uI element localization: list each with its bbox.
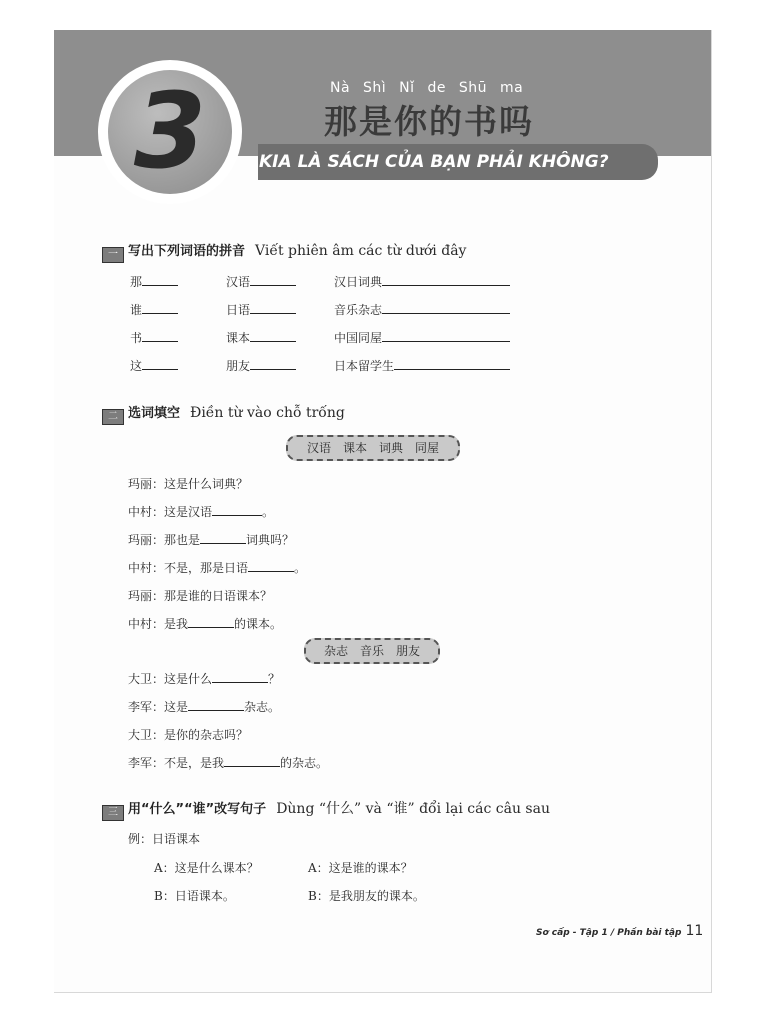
answer-blank[interactable] <box>248 559 294 572</box>
section-title-vn: Điền từ vào chỗ trống <box>190 405 345 421</box>
word-bank-1: 汉语 课本 词典 同屋 <box>286 435 460 461</box>
pinyin-item: 那 <box>130 273 178 290</box>
pinyin-item: 朋友 <box>226 357 296 374</box>
lesson-title-cn: 那是你的书吗 <box>324 102 534 141</box>
footer-text: Sơ cấp - Tập 1 / Phần bài tập <box>536 928 682 938</box>
answer-blank[interactable] <box>142 357 178 370</box>
workbook-page <box>54 30 712 993</box>
dialog-line: 李军：不是，是我 的杂志。 <box>128 756 329 770</box>
dialog-line: 大卫：这是什么 ？ <box>128 672 281 686</box>
pinyin-item: 汉日词典 <box>334 273 510 290</box>
answer-blank[interactable] <box>188 615 234 628</box>
pinyin-item: 汉语 <box>226 273 296 290</box>
answer-blank[interactable] <box>142 301 178 314</box>
dialog-line: 李军：这是 杂志。 <box>128 700 281 714</box>
answer-blank[interactable] <box>250 329 296 342</box>
section-number: 三 <box>102 805 124 821</box>
pinyin-item: 日本留学生 <box>334 357 510 374</box>
section-title-cn: 写出下列词语的拼音 <box>128 244 246 259</box>
example-line: B：日语课本。 <box>154 889 235 903</box>
example-line: A：这是什么课本？ <box>154 861 259 875</box>
dialog-line: 玛丽：那是谁的日语课本？ <box>128 589 273 603</box>
answer-blank[interactable] <box>382 301 510 314</box>
pinyin-item: 音乐杂志 <box>334 301 510 318</box>
answer-blank[interactable] <box>212 503 262 516</box>
pinyin-syllable: Nǐ <box>399 80 415 96</box>
example-line: B：是我朋友的课本。 <box>308 889 425 903</box>
example-line: A：这是谁的课本？ <box>308 861 413 875</box>
pinyin-item: 课本 <box>226 329 296 346</box>
answer-blank[interactable] <box>250 301 296 314</box>
pinyin-syllable: Shū <box>458 80 488 96</box>
section-title-cn: 选词填空 <box>128 406 181 421</box>
answer-blank[interactable] <box>250 273 296 286</box>
answer-blank[interactable] <box>142 273 178 286</box>
unit-number: 3 <box>133 70 207 192</box>
pinyin-syllable: de <box>427 80 446 96</box>
title-pinyin <box>330 80 531 96</box>
answer-blank[interactable] <box>250 357 296 370</box>
pinyin-syllable: Shì <box>363 80 387 96</box>
pinyin-item: 这 <box>130 357 178 374</box>
section-number: 二 <box>102 409 124 425</box>
pinyin-syllable: Nà <box>330 80 351 96</box>
answer-blank[interactable] <box>200 531 246 544</box>
dialog-line: 中村：是我 的课本。 <box>128 617 283 631</box>
example-label: 例：日语课本 <box>128 832 201 846</box>
section-title-vn: Viết phiên âm các từ dưới đây <box>255 243 467 259</box>
dialog-line: 中村：不是，那是日语 。 <box>128 561 307 575</box>
answer-blank[interactable] <box>382 273 510 286</box>
answer-blank[interactable] <box>188 698 244 711</box>
dialog-line: 大卫：是你的杂志吗？ <box>128 728 249 742</box>
page-footer <box>536 920 703 939</box>
section-3-heading <box>102 798 550 821</box>
dialog-line: 玛丽：那也是 词典吗？ <box>128 533 295 547</box>
pinyin-item: 谁 <box>130 301 178 318</box>
page-number: 11 <box>685 923 704 939</box>
section-2-heading <box>102 402 345 425</box>
word-bank-2: 杂志 音乐 朋友 <box>304 638 440 664</box>
dialog-line: 中村：这是汉语 。 <box>128 505 275 519</box>
pinyin-syllable: ma <box>500 80 524 96</box>
answer-blank[interactable] <box>224 754 280 767</box>
answer-blank[interactable] <box>394 357 510 370</box>
dialog-line: 玛丽：这是什么词典？ <box>128 477 249 491</box>
pinyin-item: 日语 <box>226 301 296 318</box>
section-title-cn: 用“什么”“谁”改写句子 <box>128 802 267 817</box>
pinyin-item: 中国同屋 <box>334 329 510 346</box>
answer-blank[interactable] <box>212 670 268 683</box>
section-number: 一 <box>102 247 124 263</box>
section-1-heading <box>102 240 466 263</box>
section-title-vn: Dùng “什么” và “谁” đổi lại các câu sau <box>276 801 550 817</box>
pinyin-item: 书 <box>130 329 178 346</box>
lesson-title-vn: KIA LÀ SÁCH CỦA BẠN PHẢI KHÔNG? <box>259 152 609 172</box>
answer-blank[interactable] <box>382 329 510 342</box>
answer-blank[interactable] <box>142 329 178 342</box>
